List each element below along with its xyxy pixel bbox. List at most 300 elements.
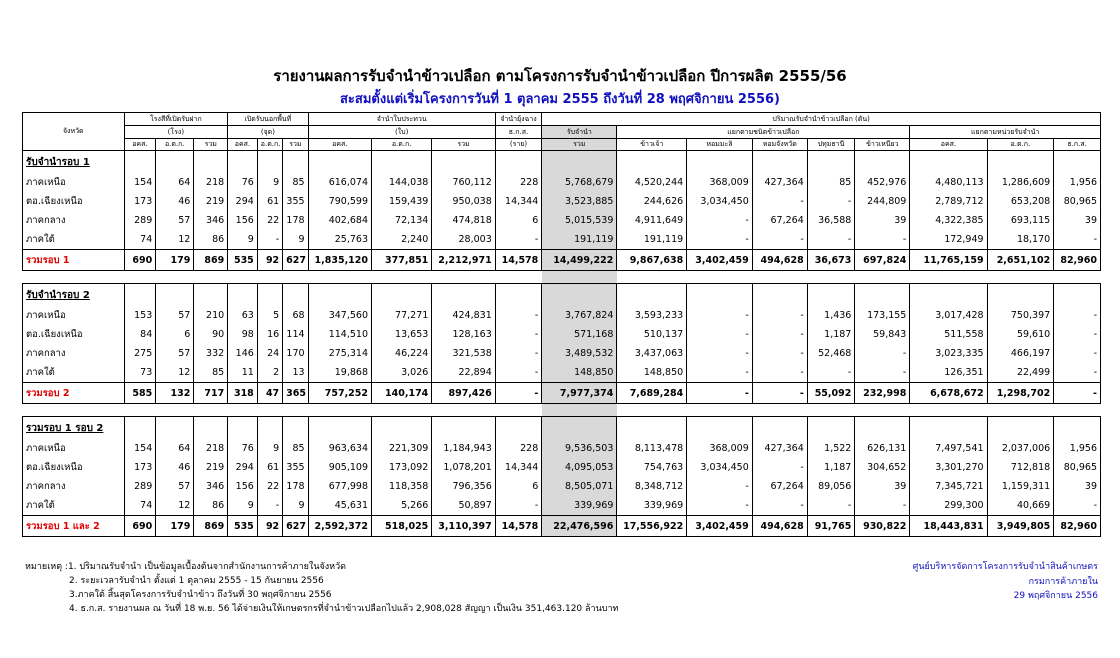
table-cell: - <box>687 306 753 325</box>
total-cell: 18,443,831 <box>910 516 987 537</box>
col-sum: รวม <box>194 139 228 151</box>
table-cell: 321,538 <box>432 344 495 363</box>
table-cell: 8,113,478 <box>617 439 687 458</box>
report-subtitle: สะสมตั้งแต่เริ่มโครงการวันที่ 1 ตุลาคม 2555 ถึงวันที่ 28 พฤศจิกายน 2556) <box>339 92 780 107</box>
table-cell: 2,037,006 <box>987 439 1054 458</box>
province-header: จังหวัด <box>23 113 125 151</box>
table-cell: 347,560 <box>308 306 371 325</box>
total-cell: 3,402,459 <box>687 250 753 271</box>
table-cell: 339,969 <box>542 496 617 516</box>
table-cell: 402,684 <box>308 211 371 230</box>
table-cell: 511,558 <box>910 325 987 344</box>
region-name: ภาคเหนือ <box>23 306 125 325</box>
table-row <box>23 363 1101 383</box>
spacer-cell <box>257 404 282 417</box>
spacer-cell <box>752 271 807 284</box>
table-cell: 427,364 <box>752 173 807 192</box>
spacer-cell <box>855 404 910 417</box>
empty-cell <box>194 151 228 174</box>
note-line: 4. ธ.ก.ส. รายงานผล ณ วันที่ 18 พ.ย. 56 ได้จ่ายเงินให้เกษตรกรที่จำนำข้าวเปลือกไปแล้ว 2,908,028 สัญญา เป็นเงิน 351,463.120 ล้านบาท <box>69 604 619 614</box>
spacer-cell <box>687 404 753 417</box>
table-cell: 52,468 <box>807 344 855 363</box>
table-row <box>23 344 1101 363</box>
empty-cell <box>432 284 495 307</box>
table-cell: 153 <box>124 306 156 325</box>
table-cell: 22 <box>257 211 282 230</box>
table-cell: 750,397 <box>987 306 1054 325</box>
total-cell: 690 <box>124 250 156 271</box>
baac-header: ธ.ก.ส. <box>495 126 542 139</box>
total-cell: 869 <box>194 516 228 537</box>
total-cell: 7,977,374 <box>542 383 617 404</box>
table-cell: - <box>687 230 753 250</box>
spacer-cell <box>617 271 687 284</box>
table-cell: 6 <box>495 211 542 230</box>
table-cell: 46,224 <box>372 344 432 363</box>
region-name: ตอ.เฉียงเหนือ <box>23 325 125 344</box>
table-cell: 653,208 <box>987 192 1054 211</box>
table-cell: 154 <box>124 439 156 458</box>
empty-cell <box>807 417 855 440</box>
table-cell: 5,266 <box>372 496 432 516</box>
table-cell: 22 <box>257 477 282 496</box>
table-row <box>23 439 1101 458</box>
table-cell: 148,850 <box>617 363 687 383</box>
empty-cell <box>432 417 495 440</box>
col-aos: อคส. <box>124 139 156 151</box>
note-line: หมายเหตุ :1. ปริมาณรับจำนำ เป็นข้อมูลเบื้องต้นจากสำนักงานการค้าภายในจังหวัด <box>25 562 346 572</box>
table-cell: - <box>687 363 753 383</box>
table-cell: 11 <box>228 363 258 383</box>
total-cell: 82,960 <box>1054 516 1101 537</box>
table-cell: 3,301,270 <box>910 458 987 477</box>
table-cell: 14,344 <box>495 458 542 477</box>
spacer-cell <box>194 271 228 284</box>
table-cell: 950,038 <box>432 192 495 211</box>
spacer-cell <box>228 404 258 417</box>
table-cell: 144,038 <box>372 173 432 192</box>
table-cell: 5,015,539 <box>542 211 617 230</box>
total-cell: 36,673 <box>807 250 855 271</box>
table-cell: 148,850 <box>542 363 617 383</box>
table-cell: 1,956 <box>1054 173 1101 192</box>
table-cell: - <box>807 496 855 516</box>
table-cell: 218 <box>194 173 228 192</box>
table-cell: 173,155 <box>855 306 910 325</box>
region-name: ภาคกลาง <box>23 477 125 496</box>
table-cell: 74 <box>124 496 156 516</box>
receipts-header: จำนำใบประทวน <box>308 113 495 126</box>
empty-cell <box>687 417 753 440</box>
spacer-cell <box>283 404 308 417</box>
total-cell: 55,092 <box>807 383 855 404</box>
table-cell: - <box>752 344 807 363</box>
table-cell: 22,894 <box>432 363 495 383</box>
region-name: ภาคกลาง <box>23 344 125 363</box>
spacer-cell <box>495 404 542 417</box>
table-cell: - <box>495 344 542 363</box>
spacer-cell <box>372 271 432 284</box>
table-cell: 355 <box>283 458 308 477</box>
table-cell: 76 <box>228 173 258 192</box>
empty-cell <box>432 151 495 174</box>
spacer-cell <box>432 404 495 417</box>
table-cell: - <box>687 211 753 230</box>
table-cell: 571,168 <box>542 325 617 344</box>
table-cell: - <box>807 363 855 383</box>
col-agency-aotk: อ.ต.ก. <box>987 139 1054 151</box>
total-cell: 11,765,159 <box>910 250 987 271</box>
table-cell: 46 <box>156 458 194 477</box>
table-cell: 3,489,532 <box>542 344 617 363</box>
region-name: ภาคเหนือ <box>23 173 125 192</box>
col-sum: รวม <box>432 139 495 151</box>
total-cell: 232,998 <box>855 383 910 404</box>
notes <box>25 560 618 616</box>
table-row <box>23 477 1101 496</box>
table-cell: 299,300 <box>910 496 987 516</box>
table-cell: - <box>687 344 753 363</box>
empty-cell <box>257 284 282 307</box>
table-cell: 4,095,053 <box>542 458 617 477</box>
spacer-cell <box>807 404 855 417</box>
empty-cell <box>910 151 987 174</box>
total-cell: 494,628 <box>752 250 807 271</box>
empty-cell <box>372 417 432 440</box>
empty-cell <box>807 151 855 174</box>
total-cell: 897,426 <box>432 383 495 404</box>
empty-cell <box>855 284 910 307</box>
col-sticky: ข้าวเหนียว <box>855 139 910 151</box>
table-cell: - <box>687 325 753 344</box>
table-cell: - <box>752 496 807 516</box>
total-cell: 92 <box>257 250 282 271</box>
spacer-cell <box>910 404 987 417</box>
table-cell: - <box>855 496 910 516</box>
spacer-cell <box>1054 271 1101 284</box>
table-cell: 59,843 <box>855 325 910 344</box>
section-header-row <box>23 417 1101 440</box>
table-cell: 626,131 <box>855 439 910 458</box>
farmers-header: จำนำยุ้งฉาง <box>495 113 542 126</box>
total-cell: 91,765 <box>807 516 855 537</box>
total-cell: 3,949,805 <box>987 516 1054 537</box>
table-cell: 219 <box>194 192 228 211</box>
table-cell: 59,610 <box>987 325 1054 344</box>
table-cell: 6 <box>156 325 194 344</box>
spacer-cell <box>807 271 855 284</box>
empty-cell <box>124 284 156 307</box>
empty-cell <box>752 151 807 174</box>
total-cell: 318 <box>228 383 258 404</box>
empty-cell <box>194 417 228 440</box>
table-cell: - <box>1054 230 1101 250</box>
total-cell: - <box>752 383 807 404</box>
table-cell: - <box>257 230 282 250</box>
table-cell: 118,358 <box>372 477 432 496</box>
col-aotk: อ.ต.ก. <box>257 139 282 151</box>
signature-dept: กรมการค้าภายใน <box>1028 576 1098 587</box>
empty-cell <box>156 151 194 174</box>
total-cell: 365 <box>283 383 308 404</box>
total-cell: 17,556,922 <box>617 516 687 537</box>
empty-cell <box>308 417 371 440</box>
table-cell: 61 <box>257 192 282 211</box>
total-cell: 757,252 <box>308 383 371 404</box>
table-cell: 126,351 <box>910 363 987 383</box>
total-row <box>23 250 1101 271</box>
farmers-unit: (ราย) <box>495 139 542 151</box>
table-cell: 244,809 <box>855 192 910 211</box>
table-cell: 22,499 <box>987 363 1054 383</box>
table-cell: 289 <box>124 211 156 230</box>
qty-header: ปริมาณรับจำนำข้าวเปลือก (ตัน) <box>542 113 1101 126</box>
spacer-cell <box>124 404 156 417</box>
table-cell: 9 <box>257 173 282 192</box>
table-cell: 3,026 <box>372 363 432 383</box>
empty-cell <box>283 417 308 440</box>
table-cell: 368,009 <box>687 439 753 458</box>
empty-cell <box>855 151 910 174</box>
empty-cell <box>687 151 753 174</box>
table-cell: 760,112 <box>432 173 495 192</box>
table-cell: - <box>1054 325 1101 344</box>
empty-cell <box>257 417 282 440</box>
spacer-cell <box>23 271 125 284</box>
section-label-cell <box>23 417 125 440</box>
region-name: ภาคใต้ <box>23 230 125 250</box>
table-cell: 68 <box>283 306 308 325</box>
col-homprov: หอมจังหวัด <box>752 139 807 151</box>
table-row <box>23 192 1101 211</box>
table-cell: 98 <box>228 325 258 344</box>
col-aos: อคส. <box>228 139 258 151</box>
spacer-cell <box>910 271 987 284</box>
empty-cell <box>617 151 687 174</box>
table-cell: 39 <box>1054 477 1101 496</box>
spacer-cell <box>228 271 258 284</box>
spacer-cell <box>542 404 617 417</box>
table-cell: 210 <box>194 306 228 325</box>
table-cell: 146 <box>228 344 258 363</box>
table-cell: 3,437,063 <box>617 344 687 363</box>
table-cell: 963,634 <box>308 439 371 458</box>
total-cell: 22,476,596 <box>542 516 617 537</box>
table-cell: 228 <box>495 173 542 192</box>
table-cell: 12 <box>156 496 194 516</box>
table-cell: 4,520,244 <box>617 173 687 192</box>
table-cell: 7,345,721 <box>910 477 987 496</box>
empty-cell <box>283 284 308 307</box>
receipts-unit: (ใบ) <box>308 126 495 139</box>
table-cell: 1,187 <box>807 458 855 477</box>
table-cell: 76 <box>228 439 258 458</box>
table-cell: 154 <box>124 173 156 192</box>
total-cell: 3,402,459 <box>687 516 753 537</box>
table-cell: 173 <box>124 192 156 211</box>
table-cell: - <box>1054 496 1101 516</box>
table-cell: - <box>752 306 807 325</box>
total-row <box>23 516 1101 537</box>
table-cell: 289 <box>124 477 156 496</box>
table-cell: 452,976 <box>855 173 910 192</box>
table-cell: 7,497,541 <box>910 439 987 458</box>
total-cell: 377,851 <box>372 250 432 271</box>
table-cell: 40,669 <box>987 496 1054 516</box>
empty-cell <box>855 417 910 440</box>
empty-cell <box>228 284 258 307</box>
table-cell: 9,536,503 <box>542 439 617 458</box>
table-cell: 178 <box>283 211 308 230</box>
spacer-cell <box>257 271 282 284</box>
table-cell: 25,763 <box>308 230 371 250</box>
table-cell: 19,868 <box>308 363 371 383</box>
by-agency-header: แยกตามหน่วยรับจำนำ <box>910 126 1101 139</box>
table-cell: 294 <box>228 192 258 211</box>
table-cell: 616,074 <box>308 173 371 192</box>
table-cell: 57 <box>156 477 194 496</box>
section-label: รับจำนำรอบ 1 <box>26 156 90 168</box>
table-cell: 12 <box>156 363 194 383</box>
table-cell: 16 <box>257 325 282 344</box>
total-cell: 697,824 <box>855 250 910 271</box>
empty-cell <box>617 417 687 440</box>
table-cell: 9 <box>228 496 258 516</box>
empty-cell <box>910 284 987 307</box>
table-cell: 1,078,201 <box>432 458 495 477</box>
table-cell: 13 <box>283 363 308 383</box>
table-cell: 346 <box>194 477 228 496</box>
empty-cell <box>987 417 1054 440</box>
table-cell: 170 <box>283 344 308 363</box>
table-cell: 39 <box>1054 211 1101 230</box>
empty-cell <box>156 417 194 440</box>
mills-header: โรงสีที่เปิดรับฝาก <box>124 113 228 126</box>
table-cell: 39 <box>855 211 910 230</box>
table-cell: 9 <box>228 230 258 250</box>
table-cell: 693,115 <box>987 211 1054 230</box>
table-cell: 3,034,450 <box>687 192 753 211</box>
table-cell: 790,599 <box>308 192 371 211</box>
table-cell: 86 <box>194 230 228 250</box>
table-header <box>23 113 1101 151</box>
table-cell: 24 <box>257 344 282 363</box>
empty-cell <box>194 284 228 307</box>
spacer-cell <box>308 271 371 284</box>
table-cell: 178 <box>283 477 308 496</box>
empty-cell <box>542 151 617 174</box>
col-agency-baac: ธ.ก.ส. <box>1054 139 1101 151</box>
table-row <box>23 458 1101 477</box>
table-cell: 9 <box>283 496 308 516</box>
table-cell: 1,184,943 <box>432 439 495 458</box>
table-cell: 3,034,450 <box>687 458 753 477</box>
total-cell: 1,835,120 <box>308 250 371 271</box>
spacer-cell <box>372 404 432 417</box>
table-cell: 90 <box>194 325 228 344</box>
total-cell: 179 <box>156 516 194 537</box>
table-row <box>23 211 1101 230</box>
empty-cell <box>542 284 617 307</box>
table-cell: 9 <box>283 230 308 250</box>
table-cell: 28,003 <box>432 230 495 250</box>
table-cell: 427,364 <box>752 439 807 458</box>
section-label: รับจำนำรอบ 2 <box>26 289 90 301</box>
table-cell: 368,009 <box>687 173 753 192</box>
table-cell: 63 <box>228 306 258 325</box>
table-cell: 1,159,311 <box>987 477 1054 496</box>
spacer-cell <box>752 404 807 417</box>
table-cell: 57 <box>156 211 194 230</box>
spacer-cell <box>308 404 371 417</box>
table-cell: 1,187 <box>807 325 855 344</box>
empty-cell <box>495 151 542 174</box>
table-cell: 128,163 <box>432 325 495 344</box>
region-name: ตอ.เฉียงเหนือ <box>23 192 125 211</box>
table-cell: 1,522 <box>807 439 855 458</box>
table-cell: 424,831 <box>432 306 495 325</box>
table-cell: 57 <box>156 306 194 325</box>
table-cell: 86 <box>194 496 228 516</box>
table-row <box>23 173 1101 192</box>
spacer-cell <box>194 404 228 417</box>
empty-cell <box>542 417 617 440</box>
table-cell: 339,969 <box>617 496 687 516</box>
spacer-cell <box>1054 404 1101 417</box>
table-cell: 510,137 <box>617 325 687 344</box>
table-cell: 3,023,335 <box>910 344 987 363</box>
spacer-cell <box>855 271 910 284</box>
table-cell: - <box>495 363 542 383</box>
total-row <box>23 383 1101 404</box>
section-header-row <box>23 151 1101 174</box>
signature-date: 29 พฤศจิกายน 2556 <box>1013 591 1098 601</box>
table-cell: 4,322,385 <box>910 211 987 230</box>
region-name: ตอ.เฉียงเหนือ <box>23 458 125 477</box>
table-cell: 4,480,113 <box>910 173 987 192</box>
table-cell: 191,119 <box>542 230 617 250</box>
spacer-cell <box>687 271 753 284</box>
signature-block <box>913 560 1098 604</box>
note-line: 2. ระยะเวลารับจำนำ ตั้งแต่ 1 ตุลาคม 2555 - 15 กันยายน 2556 <box>69 576 324 586</box>
table-cell: - <box>495 325 542 344</box>
empty-cell <box>495 284 542 307</box>
table-cell: 89,056 <box>807 477 855 496</box>
total-cell: 627 <box>283 250 308 271</box>
col-sum: รวม <box>283 139 308 151</box>
table-cell: 294 <box>228 458 258 477</box>
empty-cell <box>257 151 282 174</box>
table-cell: 712,818 <box>987 458 1054 477</box>
qty-total-header: รับจำนำ <box>542 126 617 139</box>
table-cell: 905,109 <box>308 458 371 477</box>
table-cell: 46 <box>156 192 194 211</box>
table-cell: 355 <box>283 192 308 211</box>
table-cell: - <box>1054 344 1101 363</box>
table-cell: - <box>687 496 753 516</box>
empty-cell <box>1054 417 1101 440</box>
table-cell: 191,119 <box>617 230 687 250</box>
points-header: เปิดรับนอกพื้นที่ <box>228 113 308 126</box>
table-cell: 14,344 <box>495 192 542 211</box>
table-cell: - <box>855 230 910 250</box>
table-cell: 67,264 <box>752 477 807 496</box>
total-cell: 1,298,702 <box>987 383 1054 404</box>
table-cell: 45,631 <box>308 496 371 516</box>
total-label: รวมรอบ 1 และ 2 <box>23 516 125 537</box>
table-cell: 2,789,712 <box>910 192 987 211</box>
empty-cell <box>617 284 687 307</box>
